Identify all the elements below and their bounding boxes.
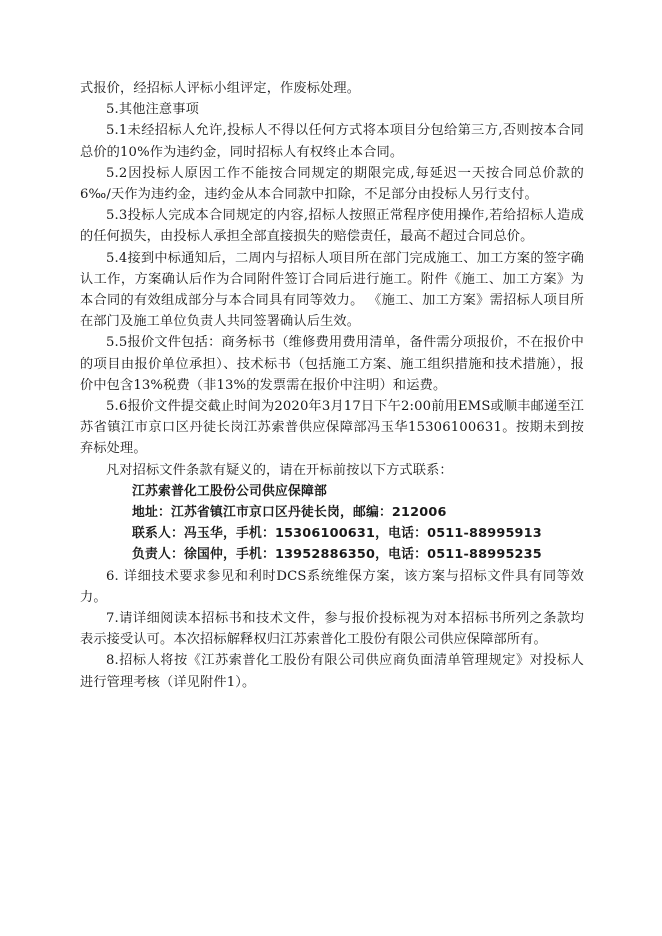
clause-5-4: 5.4接到中标通知后，二周内与招标人项目所在部门完成施工、加工方案的签字确认工作，方案确认后作为合同附件签订合同后进行施工。附件《施工、加工方案》为本合同的有效组成部分与本合同具有同等效力。 《施工、加工方案》需招标人项目所在部门及施工单位负责人共同签署确认后生效。 <box>80 250 584 330</box>
clause-5-3: 5.3投标人完成本合同规定的内容,招标人按照正常程序使用操作,若给招标人造成的任何损失，由投标人承担全部直接损失的赔偿责任，最高不超过合同总价。 <box>80 208 584 245</box>
clause-6: 6. 详细技术要求参见和利时DCS系统维保方案，该方案与招标文件具有同等效力。 <box>80 568 584 605</box>
contact-block <box>80 481 584 566</box>
clause-8: 8.招标人将按《江苏索普化工股份有限公司供应商负面清单管理规定》对投标人进行管理考核（详见附件1）。 <box>80 653 584 690</box>
contact-address: 地址：江苏省镇江市京口区丹徒长岗，邮编：212006 <box>132 505 447 521</box>
contact-person: 联系人：冯玉华，手机：15306100631，电话：0511-88995913 <box>132 526 542 542</box>
clause-5-2: 5.2因投标人原因工作不能按合同规定的期限完成,每延迟一天按合同总价款的6‰/天作为违约金，违约金从本合同款中扣除，不足部分由投标人另行支付。 <box>80 165 584 203</box>
section-heading-other-notes: 5.其他注意事项 <box>106 102 199 118</box>
responsible-person: 负责人：徐国仲，手机：13952886350，电话：0511-88995235 <box>132 547 542 563</box>
contact-department: 江苏索普化工股份公司供应保障部 <box>132 483 327 499</box>
clause-7: 7.请详细阅读本招标书和技术文件，参与报价投标视为对本招标书所列之条款均表示接受认可。本次招标解释权归江苏索普化工股份有限公司供应保障部所有。 <box>80 611 584 648</box>
clause-5-6: 5.6报价文件提交截止时间为2020年3月17日下午2:00前用EMS或顺丰邮递至江苏省镇江市京口区丹徒长岗江苏索普供应保障部冯玉华15306100631。按期未到按弃标处理。 <box>80 399 584 457</box>
paragraph-continuation: 式报价，经招标人评标小组评定，作废标处理。 <box>80 81 361 96</box>
document-page <box>80 78 584 693</box>
clause-5-1: 5.1未经招标人允许,投标人不得以任何方式将本项目分包给第三方,否则按本合同总价的10%作为违约金，同时招标人有权终止本合同。 <box>80 123 584 160</box>
clause-5-5: 5.5报价文件包括：商务标书（维修费用费用清单，备件需分项报价，不在报价中的项目由报价单位承担）、技术标书（包括施工方案、施工组织措施和技术措施），报价中包含13%税费（非13%的发票需在报价中注明）和运费。 <box>80 335 584 393</box>
inquiry-instruction: 凡对招标文件条款有疑义的，请在开标前按以下方式联系： <box>106 462 453 478</box>
